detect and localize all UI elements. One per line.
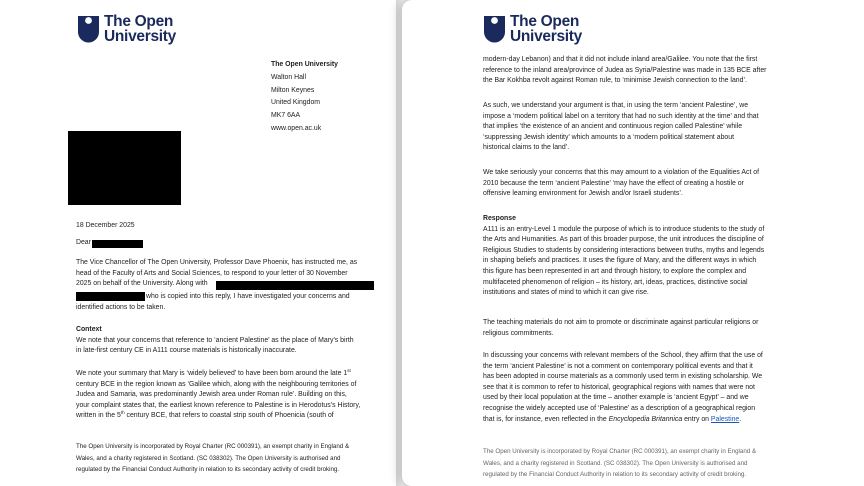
text-line: reference to the inland area/province of Judea as Syria/Palestine was made in 135 BCE after — [483, 66, 767, 74]
text-line: in late-first century CE in A111 course materials is historically inaccurate. — [76, 347, 297, 355]
text-line: who is copied into this reply, I have investigated your concerns and — [146, 293, 350, 300]
summary-paragraph — [76, 369, 360, 422]
text-line: written in the 5th century BCE, that refers to coastal strip south of Phoenicia (south of — [76, 410, 334, 420]
address-line: MK7 6AA — [271, 112, 301, 120]
text-line: ‘suppressing Jewish identity’ which amounts to a ‘modern political statement about — [483, 133, 734, 141]
footer-line: regulated by the Financial Conduct Authority in relation to its secondary activity of credit broking. — [76, 466, 340, 474]
redacted-name — [216, 281, 374, 290]
text-line: your complaint states that, the earliest known reference to Palestine is in Herodotus’s History, — [76, 401, 361, 409]
text-line: offensive learning environment for Jewish and/or Israeli students’. — [483, 190, 683, 198]
text-line: historical claims to the land’. — [483, 144, 570, 152]
text-line: religious commitments. — [483, 329, 554, 337]
ou-shield-icon — [484, 14, 505, 43]
text-line: Judea and Samaria, was predominantly Jewish area under Roman rule’. Building on this, — [76, 391, 347, 399]
text-line: A111 is an entry-Level 1 module the purpose of which is to introduce students to the study of — [483, 225, 765, 233]
context-heading: Context — [76, 326, 102, 333]
letter-page-1 — [0, 0, 398, 486]
logo-line-2: University — [104, 28, 176, 45]
address-line: United Kingdom — [271, 99, 321, 107]
response-heading: Response — [483, 215, 516, 222]
paragraph — [483, 318, 758, 339]
footer-line: The Open University is incorporated by Royal Charter (RC 000391), an exempt charity in England & — [483, 448, 757, 455]
redacted-name — [92, 240, 143, 248]
page-footer — [76, 441, 349, 476]
text-line: 2025 on behalf of the University. Along with — [76, 280, 208, 288]
text-line: impose a ‘modern political label on a territory that had no such identity at the time’ and that — [483, 112, 759, 120]
text-line: Religious Studies to students by considering interactions between truths, myths and legends — [483, 246, 765, 254]
paragraph — [483, 55, 766, 87]
text-line: recognise the widely accepted use of ‘Palestine’ as a description of a geographical region — [483, 404, 756, 412]
text-line: the Arts and Humanities. As part of this broader purpose, the unit introduces the discipline of — [483, 236, 764, 244]
paragraph — [483, 101, 759, 154]
ou-logo — [484, 14, 582, 44]
address-line: Walton Hall — [271, 73, 306, 81]
redacted-recipient-address — [68, 131, 181, 205]
footer-line: The Open University is incorporated by Royal Charter (RC 000391), an exempt charity in England & — [76, 443, 350, 450]
text-line: institutions and states of mind to which it can give rise. — [483, 289, 649, 297]
salutation: Dear — [76, 239, 91, 246]
footer-line: Wales, and a charity registered in Scotland. (SC 038302). The Open University is authorised and — [483, 459, 748, 467]
text-line: see that it is common to refer to historical, geographical regions with names that were not — [483, 383, 755, 391]
paragraph — [483, 351, 763, 425]
text-line: this figure has been represented in art and through history, to explore the complex and — [483, 267, 747, 275]
footer-line: regulated by the Financial Conduct Authority in relation to its secondary activity of credit broking. — [483, 471, 747, 479]
text-line: identified actions to be taken. — [76, 303, 166, 311]
text-line: The Vice Chancellor of The Open University, Professor Dave Phoenix, has instructed me, as — [76, 259, 358, 266]
text-line: modern-day Lebanon) and that it did not include inland area/Galilee. You note that the first — [483, 56, 758, 63]
text-line: As such, we understand your argument is that, in using the term ‘ancient Palestine’, we — [483, 102, 749, 109]
address-web: www.open.ac.uk — [271, 124, 322, 132]
context-paragraph — [76, 336, 354, 357]
text-line: the term ‘ancient Palestine’ is not a comment on contemporary political events and that it — [483, 362, 753, 370]
page-footer — [483, 446, 756, 481]
text-line: We note that your concerns that reference to ‘ancient Palestine’ as the place of Mary’s birth — [76, 336, 354, 344]
logo-line-1: The Open — [510, 13, 580, 30]
paragraph — [483, 225, 764, 299]
text-line: has been adopted in course materials as a commonly used term in existing scholarship. We — [483, 373, 763, 381]
logo-line-1: The Open — [104, 13, 174, 30]
text-line: that implies ‘the existence of an ancient and continuous region called Palestine’ while — [483, 123, 743, 131]
text-line: multifaceted phenomenon of religion – its history, art, ideas, practices, distinctive social — [483, 278, 748, 286]
text-line: We note your summary that Mary is ‘widely believed’ to have been born around the late 1st — [76, 368, 351, 377]
text-line: The teaching materials do not aim to promote or discriminate against particular religions or — [483, 319, 759, 326]
ou-logo — [78, 14, 176, 44]
logo-line-2: University — [510, 28, 582, 45]
text-line: We take seriously your concerns that this may amount to a violation of the Equalities Act of — [483, 169, 760, 176]
letter-page-2 — [402, 0, 864, 486]
text-line: 2010 because the term ‘ancient Palestine’ ‘may have the effect of creating a hostile or — [483, 179, 744, 187]
letter-date: 18 December 2025 — [76, 222, 135, 229]
text-line: that is, for instance, even reflected in the Encyclopedia Britannica entry on Palestine. — [483, 415, 742, 423]
text-line: In discussing your concerns with relevant members of the School, they affirm that the use of — [483, 352, 763, 359]
text-line: head of the Faculty of Arts and Social Sciences, to respond to your letter of 30 November — [76, 269, 348, 277]
text-line: the Bar Kokhba revolt against Roman rule, to ‘minimise Jewish connection to the land’. — [483, 77, 747, 85]
footer-line: Wales, and a charity registered in Scotland. (SC 038302). The Open University is authorised and — [76, 454, 341, 462]
address-org: The Open University — [271, 61, 339, 68]
palestine-link[interactable]: Palestine — [710, 415, 740, 423]
redacted-name — [76, 292, 145, 301]
paragraph — [483, 168, 759, 200]
ou-shield-icon — [78, 14, 99, 43]
text-line: used by their local population at the time – another example is ‘ancient Egypt’ – and we — [483, 394, 749, 402]
text-line: century BCE in the region known as ‘Galilee which, along with the neighbouring territories of — [76, 380, 357, 388]
text-line: in shaping beliefs and practices. It uses the figure of Mary, and the different ways in which — [483, 257, 757, 265]
address-line: Milton Keynes — [271, 86, 315, 94]
sender-address — [271, 59, 338, 136]
